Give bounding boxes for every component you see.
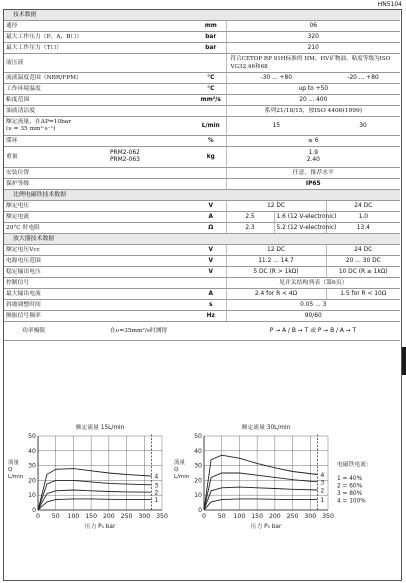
y-tick-label: 0 [32,507,36,514]
rated-flow-label: 额定流量，在ΔP=10bar [6,119,72,125]
x-axis-label: 压力 P₀ bar [84,524,116,530]
row-fluid-temperature: 流液温度范围（NBR/FPM） °C -30 ... +80 -20 ... +80 [4,73,400,84]
series-label-1: 1 [154,497,159,505]
x-tick-label: 0 [202,513,206,520]
x-tick-label: 100 [233,513,246,520]
series-label-3: 3 [320,479,325,487]
row-power-limit: 功率极限 在ν=35mm²/s时测得 P → A / B → T 或 P → B / A → T [4,322,400,341]
row-rated-flow: 额定流量，在ΔP=10bar (ν = 35 mm²·s⁻¹) L/min 15 30 [4,117,400,136]
row-amp-max-output-current: 最大输出电流 A 2.4 for R < 4Ω 1.5 for R < 10Ω [4,289,400,300]
x-tick-label: 350 [156,513,168,520]
row-ambient-temperature: 工作环境温度 °C up to +50 [4,84,400,95]
y-tick-label: 40 [194,447,202,455]
legend-item: 3 = 80% [337,491,363,497]
rated-flow-viscosity: (ν = 35 mm²·s⁻¹) [6,126,56,132]
x-tick-label: 350 [322,513,334,520]
row-weight: 重量 PRM2-062 PRM2-063 kg 1.9 2.40 [4,147,400,168]
series-line-3 [204,473,317,510]
y-tick-label: 10 [28,492,36,500]
x-tick-label: 0 [36,513,40,520]
y-axis-label: L/min [8,474,24,480]
x-axis-label: 压力 P₀ bar [250,524,282,530]
y-axis-label: Q [8,467,13,473]
series-label-3: 3 [154,482,159,490]
x-tick-label: 150 [251,513,264,520]
row-max-pressure-t: 最大工作压力（T口） bar 210 [4,43,400,54]
row-amp-supply-range: 电源电压范围 V 11.2 ... 14.7 20 ... 30 DC [4,256,400,267]
chart-title: 额定流量 15L/min [75,425,125,431]
section-header-tech: 技术数据 [4,10,400,21]
row-solenoid-voltage: 额定电压 V 12 DC 24 DC [4,201,400,212]
legend-item: 1 = 40% [337,476,363,482]
y-tick-label: 20 [28,477,36,485]
legend-item: 2 = 60% [337,483,363,490]
y-axis-label: L/min [174,474,190,480]
series-label-1: 1 [320,497,325,505]
row-solenoid-resistance: 20°C 时电阻 Ω 2.3 5.2 (12 V-electronic) 13.4 [4,223,400,234]
row-hydraulic-fluid: 液压液 符合CETOP RP 91H标准的 HM、HV矿物油，粘度等级为ISO VG32,46和68 [4,54,400,73]
y-tick-label: 10 [194,492,202,500]
series-label-2: 2 [320,487,325,495]
y-tick-label: 50 [28,433,36,440]
series-line-1 [38,499,151,510]
section-header-solenoid: 比例电磁铁技术数据 [4,190,400,201]
row-amp-dither-frequency: 颤振信号频率 Hz 90/60 [4,311,400,322]
row-max-pressure-pab: 最大工作压力（P、A、B口） bar 320 [4,32,400,43]
row-protection-class: 保护等级 IP65 [4,179,400,190]
chart-30lmin [170,420,402,540]
legend-title: 电磁铁电流： [337,462,372,468]
edge-tab-marker [402,347,406,375]
series-line-4 [38,469,151,510]
chart-title: 额定流量 30L/min [241,425,291,431]
x-tick-label: 200 [268,513,281,520]
y-tick-label: 50 [194,433,202,440]
y-tick-label: 20 [194,477,202,485]
y-axis-label: 流量 [8,460,20,466]
row-hysteresis: 滞环 % ≤ 6 [4,136,400,147]
y-axis-label: 流量 [174,460,186,466]
x-tick-label: 100 [67,513,80,520]
y-tick-label: 30 [194,462,202,470]
row-mounting-position: 安装位置 任意，推荐水平 [4,168,400,179]
series-label-4: 4 [154,473,159,481]
legend-item: 4 = 100% [337,498,366,505]
x-tick-label: 50 [217,513,226,520]
row-nominal-size: 通径 mm 06 [4,21,400,32]
series-line-1 [204,499,317,510]
x-tick-label: 300 [304,513,317,520]
weight-value-062: 1.9 [308,150,318,156]
row-solenoid-current: 额定电流 A 2.5 1.6 (12 V-electronic) 1.0 [4,212,400,223]
series-label-4: 4 [320,471,325,479]
section-header-amplifier: 放大器技术数据 [4,234,400,245]
row-amp-voltage: 额定电压Vcc V 12 DC 24 DC [4,245,400,256]
y-tick-label: 30 [28,462,36,470]
x-tick-label: 250 [120,513,133,520]
row-amp-ramp-time: 斜坡调整时间 s 0.05 ... 3 [4,300,400,311]
weight-model-062: PRM2-062 [110,150,140,156]
series-line-4 [204,455,317,510]
row-amp-control-signal: 控制信号 见并关结构列表（第6页） [4,278,400,289]
x-tick-label: 50 [51,513,60,520]
x-tick-label: 300 [138,513,151,520]
row-viscosity-range: 粘度范围 mm²/s 20 ... 400 [4,95,400,106]
y-tick-label: 0 [198,507,202,514]
y-axis-label: Q [174,467,179,473]
y-tick-label: 40 [28,447,36,455]
weight-value-063: 2.40 [306,157,320,163]
document-number: HN5104 [377,1,402,8]
x-tick-label: 150 [85,513,98,520]
row-amp-stable-output: 稳定输出电压 V 5 DC (R > 1kΩ) 10 DC (R ≥ 1kΩ) [4,267,400,278]
weight-model-063: PRM2-063 [110,157,140,163]
tech-data-table [4,10,400,341]
x-tick-label: 250 [286,513,299,520]
row-cleanliness: 油液清洁度 系列21/18/15，按ISO 4406(1999) [4,106,400,117]
x-tick-label: 200 [102,513,115,520]
series-label-2: 2 [154,489,159,497]
